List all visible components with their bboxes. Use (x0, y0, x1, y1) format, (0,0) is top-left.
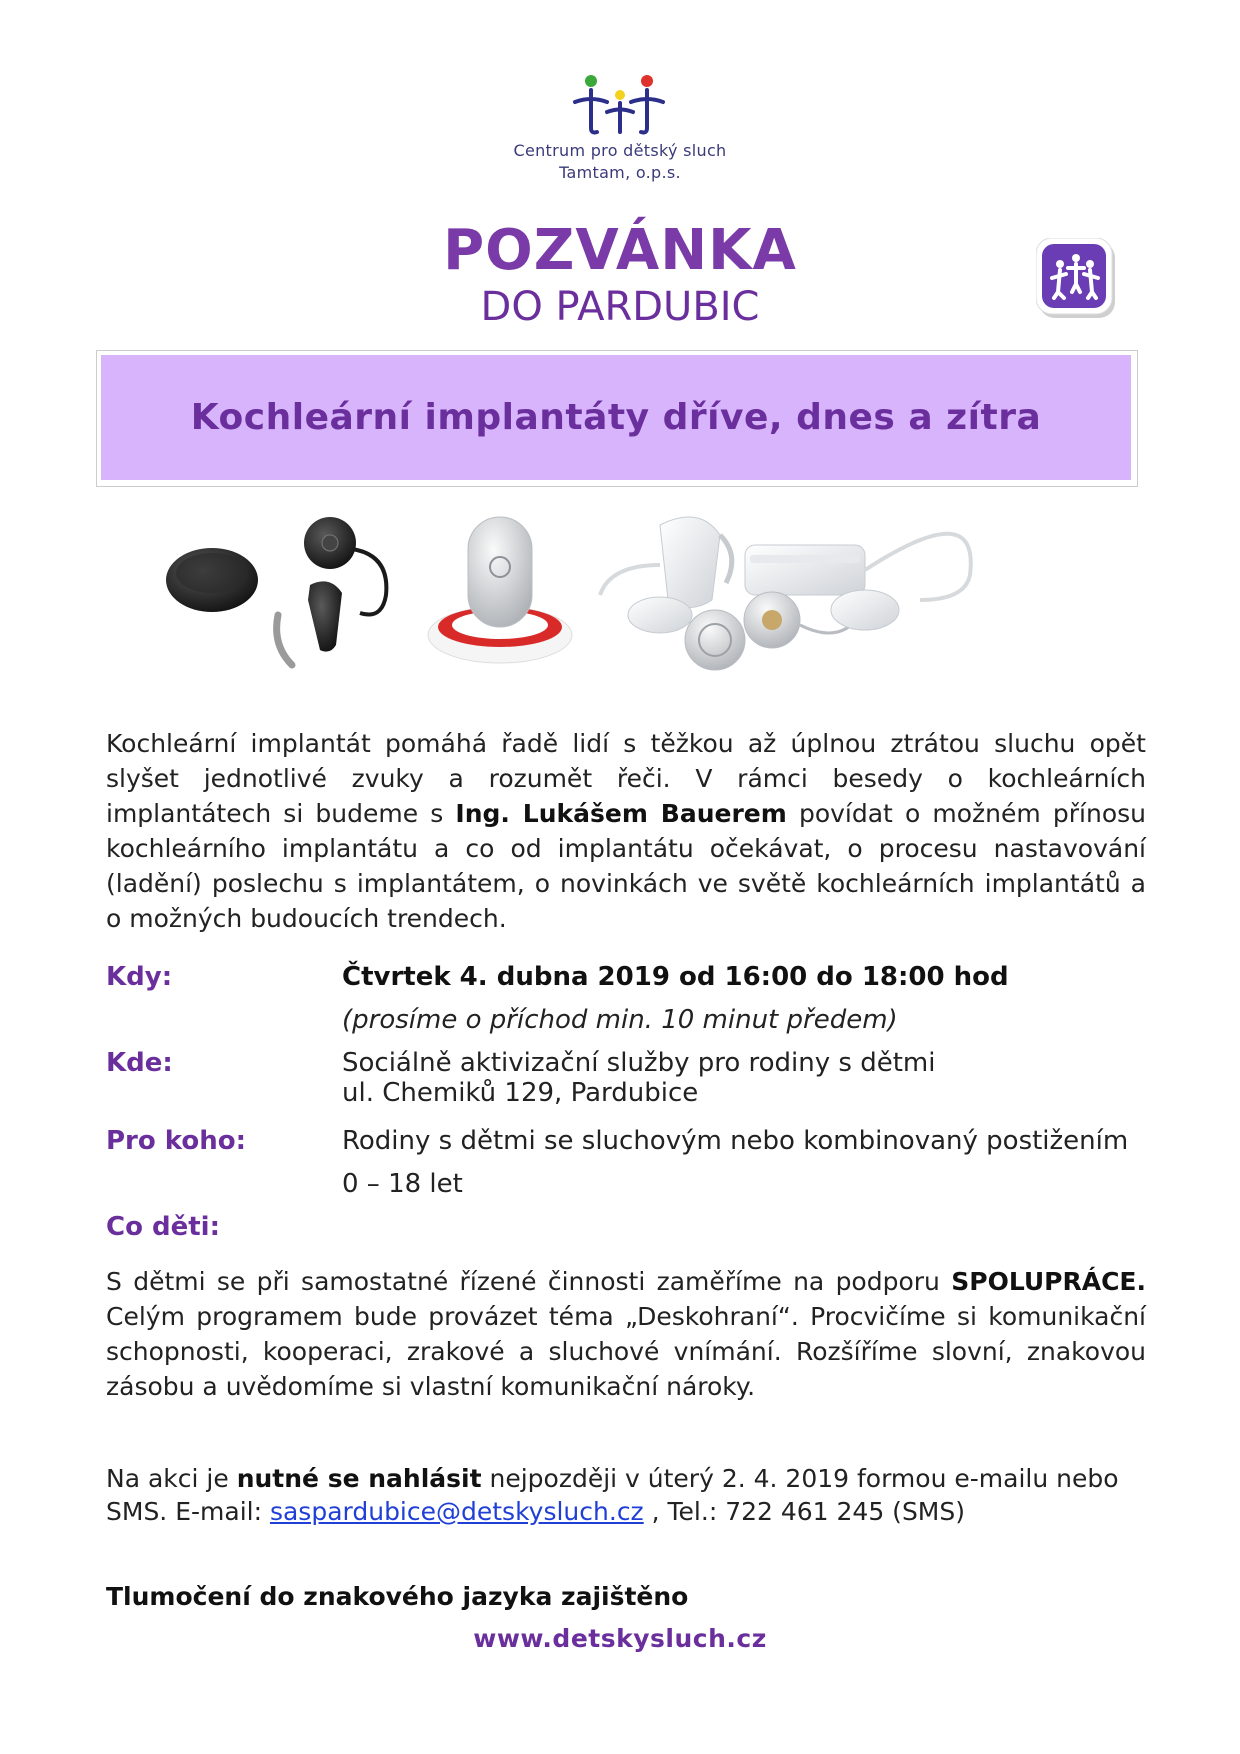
topic-title: Kochleární implantáty dříve, dnes a zítra (190, 397, 1042, 438)
email-link[interactable]: saspardubice@detskysluch.cz (269, 1497, 644, 1526)
org-legal-name: Tamtam, o.p.s. (559, 163, 681, 182)
org-logo (500, 70, 740, 190)
org-name: Centrum pro dětský sluch (513, 141, 727, 160)
for-whom-label: Pro koho: (106, 1126, 247, 1156)
where-line-2: ul. Chemiků 129, Pardubice (342, 1078, 699, 1108)
intro-text-1: Kochleární implantát pomáhá řadě lidí s těžkou až úplnou ztrátou sluchu opět slyšet jednotlivé zvuky a rozumět řeči. V rámci besedy o kochleárních implantátech si budeme s (106, 729, 1146, 828)
page-title: POZVÁNKA (443, 218, 797, 283)
page-subtitle: DO PARDUBIC (480, 284, 760, 330)
reg-text-1: Na akci je (106, 1464, 237, 1493)
kids-paragraph (106, 1264, 1146, 1404)
sign-language-note: Tlumočení do znakového jazyka zajištěno (106, 1582, 689, 1611)
website-link[interactable]: www.detskysluch.cz (473, 1624, 767, 1653)
topic-banner (101, 355, 1131, 480)
when-value: Čtvrtek 4. dubna 2019 od 16:00 do 18:00 hod (342, 962, 1009, 992)
kids-text-2: Celým programem bude provázet téma „Deskohraní“. Procvičíme si komunikační schopnosti, kooperaci, zrakové a sluchové vnímání. Rozšíříme slovní, znakovou zásobu a uvědomíme si vlastní komunikační nároky. (106, 1302, 1146, 1401)
intro-text-2: povídat o možném přínosu kochleárního implantátu a co od implantátu očekávat, o procesu nastavování (ladění) poslechu s implantátem, o novinkách ve světě kochleárních implantátů a o možných budoucích trendech. (106, 799, 1146, 933)
kids-label: Co děti: (106, 1212, 220, 1242)
where-line-1: Sociálně aktivizační služby pro rodiny s dětmi (342, 1048, 936, 1078)
for-whom-age: 0 – 18 let (342, 1169, 463, 1199)
registration-paragraph (106, 1462, 1146, 1528)
speaker-name: Ing. Lukášem Bauerem (455, 799, 787, 828)
when-label: Kdy: (106, 962, 173, 992)
kids-highlight: SPOLUPRÁCE. (951, 1267, 1146, 1296)
kids-text-1: S dětmi se při samostatné řízené činnosti zaměříme na podporu (106, 1267, 952, 1296)
app-icon (1036, 238, 1116, 320)
cochlear-implant-products-image (160, 505, 1100, 690)
for-whom-line-1: Rodiny s dětmi se sluchovým nebo kombinovaný postižením (342, 1126, 1129, 1156)
when-note: (prosíme o příchod min. 10 minut předem) (342, 1005, 898, 1035)
family-logo-icon (565, 70, 675, 140)
intro-paragraph (106, 726, 1146, 936)
reg-phone: , Tel.: 722 461 245 (SMS) (643, 1497, 966, 1526)
where-label: Kde: (106, 1048, 173, 1078)
reg-text-2: nejpozději v úterý 2. 4. 2019 formou e-mailu nebo SMS. E-mail: (106, 1464, 1119, 1526)
reg-required: nutné se nahlásit (236, 1464, 482, 1493)
